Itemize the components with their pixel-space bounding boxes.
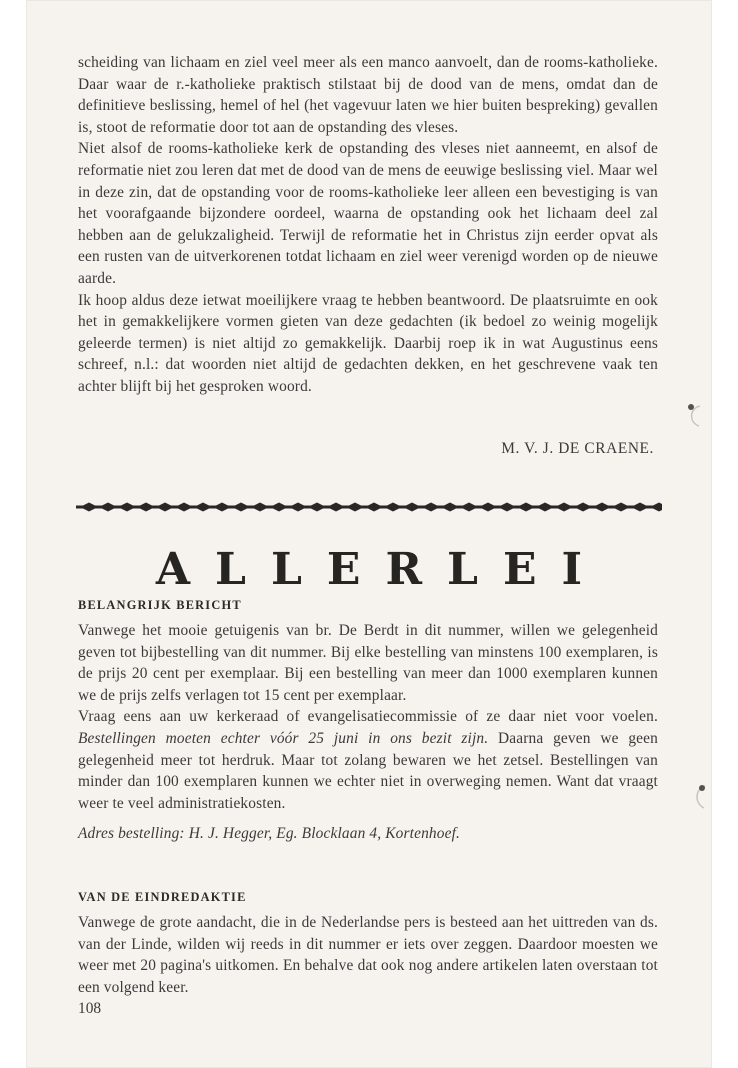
ornament-lozenge: [213, 503, 231, 512]
binding-hole-mark: [684, 404, 704, 428]
text-run: Daarna geven we geen gelegenheid meer tot herdruk. Maar tot zolang bewaren we het zetsel. Bestellingen van minder dan 100 exemplaren kunnen we echter niet in overweging nemen. Want dat vraagt weer te veel administratiekosten.: [78, 729, 658, 812]
ornament-lozenge: [555, 503, 573, 512]
section-belangrijk-bericht: [78, 620, 658, 845]
page-number: 108: [78, 1000, 102, 1017]
ornament-lozenge: [612, 503, 630, 512]
ornament-lozenge: [346, 503, 364, 512]
ornament-lozenge: [175, 503, 193, 512]
paragraph: Vanwege het mooie getuigenis van br. De Berdt in dit nummer, willen we gelegenheid geven tot bijbestelling van dit nummer. Bij elke bestelling van minstens 100 exemplaren, is de prijs 20 cent per exemplaar. Bij een bestelling van meer dan 1000 exemplaren kunnen we de prijs zelfs verlagen tot 15 cent per exemplaar.: [78, 622, 658, 704]
ornament-lozenge: [498, 503, 516, 512]
ornament-lozenge: [479, 503, 497, 512]
address-text: Adres bestelling: H. J. Hegger, Eg. Blocklaan 4, Kortenhoef.: [78, 825, 461, 843]
ornament-lozenge: [517, 503, 535, 512]
ornament-lozenge: [80, 503, 98, 512]
subheading-belangrijk-bericht: BELANGRIJK BERICHT: [78, 598, 242, 612]
ornament-lozenge: [156, 503, 174, 512]
ornament-lozenge: [251, 503, 269, 512]
ornament-lozenge: [137, 503, 155, 512]
section-title: ALLERLEI: [155, 544, 608, 595]
ornament-lozenge: [270, 503, 288, 512]
ornament-lozenge: [99, 503, 117, 512]
ornament-lozenge: [460, 503, 478, 512]
ornament-lozenge: [422, 503, 440, 512]
paragraph: Vanwege de grote aandacht, die in de Nederlandse pers is besteed aan het uittreden van ds. van der Linde, wilden wij reeds in dit nummer er iets over zeggen. Daardoor moesten we weer met 20 pagina's uitkomen. En behalve dat ook nog andere artikelen laten overstaan tot een volgend keer.: [78, 914, 658, 996]
article-continuation: [78, 52, 658, 398]
ornament-lozenge: [232, 503, 250, 512]
order-address: [78, 823, 658, 845]
text-run: Vraag eens aan uw kerkeraad of evangelisatiecommissie of ze daar niet voor voelen.: [78, 708, 658, 726]
paragraph: scheiding van lichaam en ziel veel meer als een manco aanvoelt, dan de rooms-katholieke. Daar waar de r.-katholieke praktisch stilstaat bij de dood van de mens, omdat dan de definitieve beslissing, hemel of hel (het vagevuur laten we hier buiten bespreking) gevallen is, stoot de reformatie door tot aan de opstanding des vleses.: [78, 54, 658, 136]
ornament-lozenge: [593, 503, 611, 512]
ornament-lozenge: [574, 503, 592, 512]
subheading-van-de-eindredaktie: VAN DE EINDREDAKTIE: [78, 890, 247, 904]
paragraph: Ik hoop aldus deze ietwat moeilijkere vraag te hebben beantwoord. De plaatsruimte en ook het in gemakkelijkere vormen gieten van deze gedachten (ik bedoel zo weinig mogelijk geleerde termen) is niet altijd zo gemakkelijk. Daarbij roep ik in wat Augustinus eens schreef, n.l.: dat woorden niet altijd de gedachten dekken, en het geschrevene vaak ten achter blijft bij het gesproken woord.: [78, 291, 658, 395]
ornament-lozenge: [631, 503, 649, 512]
ornament-lozenge: [384, 503, 402, 512]
ornament-lozenge: [441, 503, 459, 512]
paragraph: [78, 706, 658, 814]
ornament-lozenge: [650, 503, 662, 512]
ornament-lozenge: [118, 503, 136, 512]
deadline-note: Bestellingen moeten echter vóór 25 juni in ons bezit zijn.: [78, 729, 489, 747]
ornament-lozenge: [308, 503, 326, 512]
ornament-lozenge: [289, 503, 307, 512]
author-signature: M. V. J. DE CRAENE.: [501, 440, 654, 457]
document-page: [26, 0, 712, 1068]
paragraph: Niet alsof de rooms-katholieke kerk de opstanding des vleses niet aanneemt, en alsof de reformatie niet zou leren dat met de dood van de mens de eeuwige beslissing viel. Maar wel in deze zin, dat de opstanding voor de rooms-katholieke leer alleen een bevestiging is van het voorafgaande bijzondere oordeel, waarna de opstanding ook het lichaam deel zal hebben aan de gelukzaligheid. Terwijl de reformatie het in Christus zijn eerder opvat als een rusten van de uitverkorenen totdat lichaam en ziel weer verenigd worden op de nieuwe aarde.: [78, 140, 658, 287]
ornament-lozenge: [327, 503, 345, 512]
ornament-lozenge: [536, 503, 554, 512]
ornament-lozenge: [403, 503, 421, 512]
section-eindredaktie: [78, 912, 658, 998]
ornament-lozenge: [194, 503, 212, 512]
decorative-divider: [76, 500, 662, 514]
binding-hole-mark: [690, 784, 710, 810]
ornament-lozenge: [365, 503, 383, 512]
